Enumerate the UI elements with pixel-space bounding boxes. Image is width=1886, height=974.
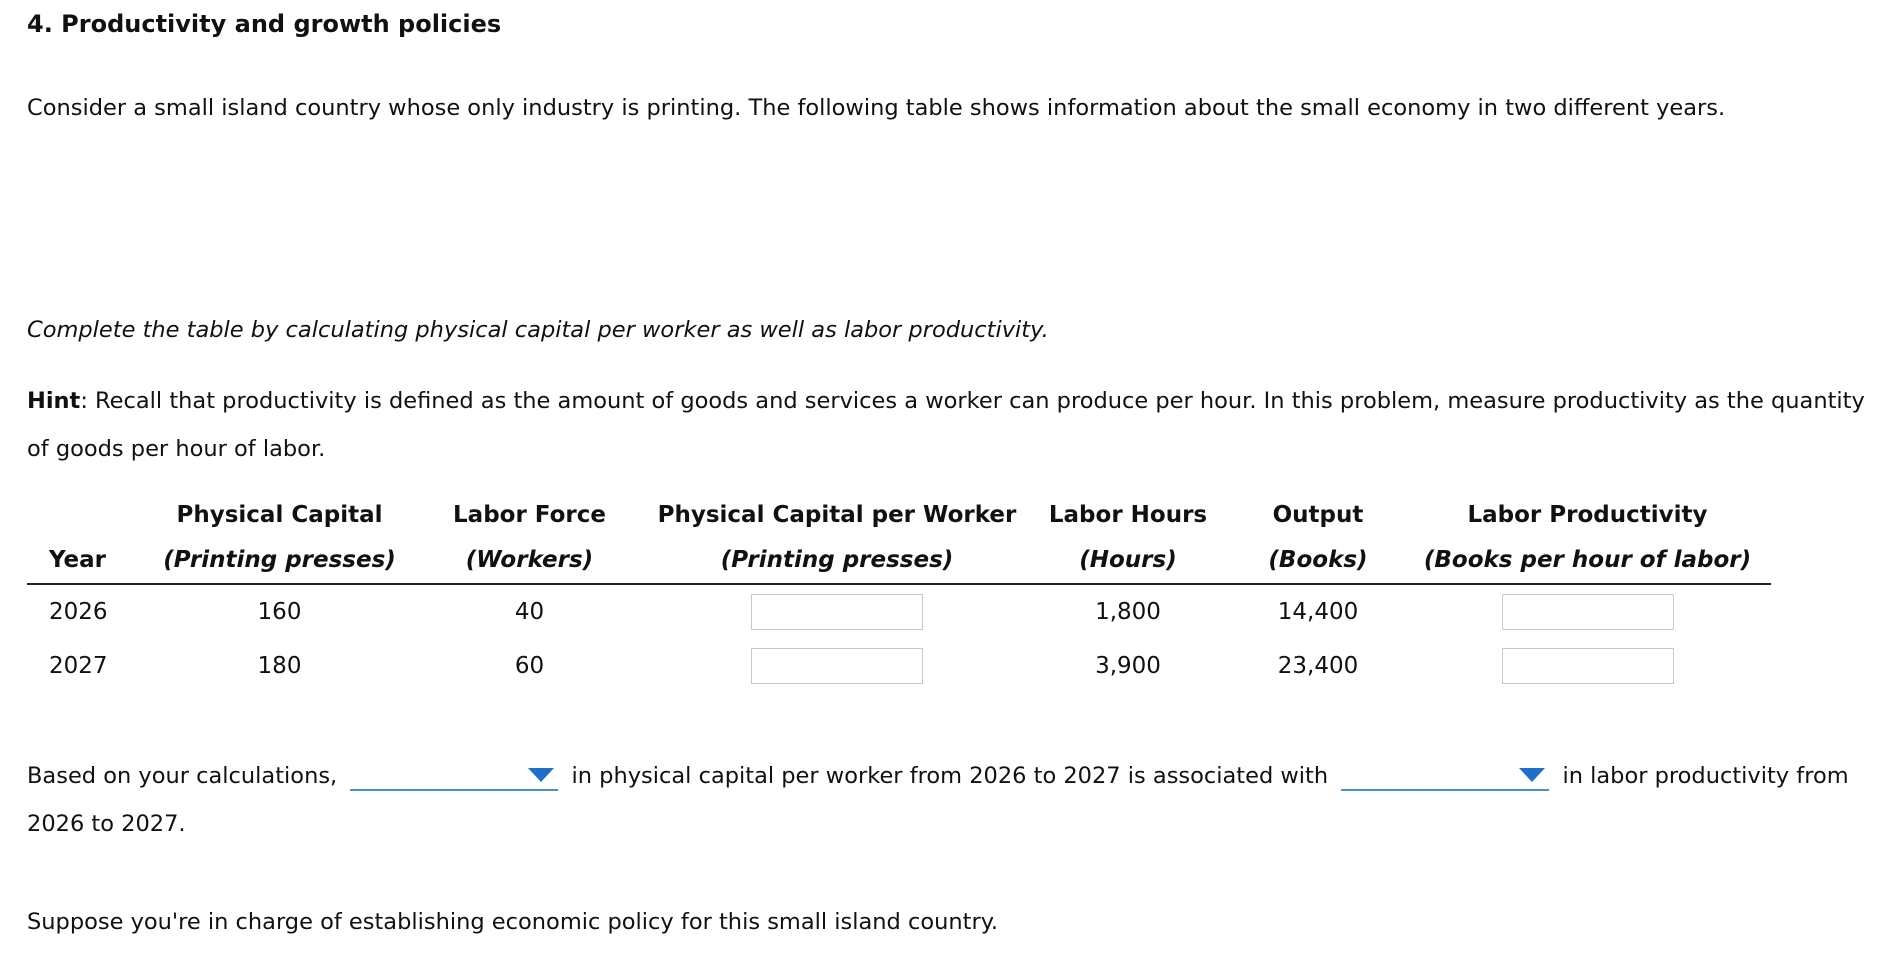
labor-productivity-cell [1404, 584, 1771, 639]
chevron-down-icon [528, 768, 554, 782]
question-title: 4. Productivity and growth policies [27, 10, 502, 38]
labor-productivity-input-2027[interactable] [1502, 648, 1674, 684]
policy-intro-text: Suppose you're in charge of establishing economic policy for this small island country. [27, 909, 998, 935]
year-cell: 2027 [49, 653, 108, 679]
conclusion-part1: Based on your calculations, [27, 763, 338, 789]
intro-paragraph: Consider a small island country whose only industry is printing. The following table shows information about the small economy in two different years. [27, 95, 1726, 121]
hint-text: : Recall that productivity is defined as the amount of goods and services a worker can produce per hour. In this problem, measure productivity as the quantity of goods per hour of labor. [27, 388, 1865, 462]
unit-labor-productivity: (Books per hour of labor) [1404, 537, 1771, 584]
header-labor-hours: Labor Hours [1048, 502, 1208, 528]
instruction-text: Complete the table by calculating physical capital per worker as well as labor productivity. [27, 317, 1049, 343]
unit-output: (Books) [1232, 537, 1404, 584]
productivity-change-dropdown[interactable] [1341, 755, 1549, 791]
header-output: Output [1272, 502, 1364, 528]
capital-per-worker-cell [650, 639, 1024, 693]
conclusion-part2: in physical capital per worker from 2026 to 2027 is associated with [571, 763, 1329, 789]
capital-change-dropdown[interactable] [350, 755, 558, 791]
unit-physical-capital: (Printing presses) [150, 537, 409, 584]
capital-per-worker-cell [650, 584, 1024, 639]
labor-hours-cell: 1,800 [1095, 599, 1161, 625]
labor-force-cell: 40 [514, 599, 545, 625]
header-labor-productivity: Labor Productivity [1467, 502, 1708, 528]
conclusion-part3: in labor productivity from 2026 to 2027. [27, 763, 1849, 837]
labor-hours-cell: 3,900 [1095, 653, 1161, 679]
header-labor-force: Labor Force [453, 502, 606, 528]
economy-table [27, 493, 1771, 693]
header-year: Year [27, 537, 150, 584]
year-cell: 2026 [49, 599, 108, 625]
header-capital-per-worker: Physical Capital per Worker [657, 502, 1017, 528]
hint-paragraph [27, 377, 1886, 473]
unit-labor-hours: (Hours) [1024, 537, 1232, 584]
capital-per-worker-input-2026[interactable] [751, 594, 923, 630]
conclusion-paragraph [27, 752, 1886, 848]
output-cell: 14,400 [1277, 599, 1359, 625]
table-row [27, 584, 1771, 639]
unit-capital-per-worker: (Printing presses) [650, 537, 1024, 584]
header-row-units [27, 537, 1771, 584]
table-row [27, 639, 1771, 693]
header-year-title [27, 493, 150, 537]
capital-per-worker-input-2027[interactable] [751, 648, 923, 684]
physical-capital-cell: 160 [257, 599, 302, 625]
physical-capital-cell: 180 [257, 653, 302, 679]
hint-label: Hint [27, 388, 81, 414]
header-physical-capital: Physical Capital [176, 502, 383, 528]
unit-labor-force: (Workers) [409, 537, 650, 584]
output-cell: 23,400 [1277, 653, 1359, 679]
labor-productivity-input-2026[interactable] [1502, 594, 1674, 630]
labor-force-cell: 60 [514, 653, 545, 679]
chevron-down-icon [1519, 768, 1545, 782]
labor-productivity-cell [1404, 639, 1771, 693]
header-row-titles [27, 493, 1771, 537]
